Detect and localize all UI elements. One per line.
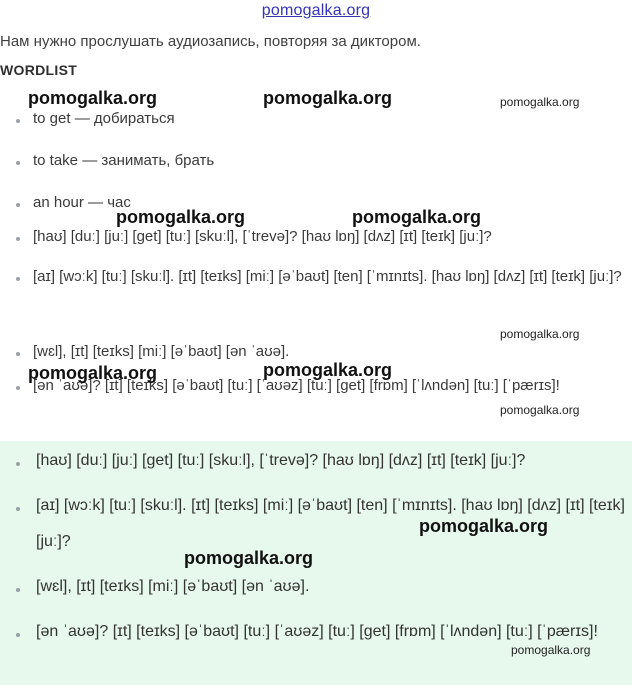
list-item-text: [aɪ] [wɔːk] [tuː] [skuːl]. [ɪt] [teɪks] [miː] [əˈbaʊt] [ten] [ˈmɪnɪts]. [haʊ lɒŋ] [dʌz] [ɪt] [teɪk] [juː]? <box>36 497 625 550</box>
list-item-text: to take — занимать, брать <box>33 152 215 169</box>
watermark-text: pomogalka.org <box>28 88 158 108</box>
bullet-icon <box>16 203 20 207</box>
bullet-icon <box>16 462 20 466</box>
bullet-icon <box>16 277 20 281</box>
bullet-icon <box>16 119 20 123</box>
watermark-text: pomogalka.org <box>500 403 580 417</box>
list-item-text: [wɛl], [ɪt] [teɪks] [miː] [əˈbaʊt] [ən ˈaʊə]. <box>36 578 310 595</box>
site-header-link[interactable]: pomogalka.org <box>261 2 371 19</box>
list-item-text: [ən ˈaʊə]? [ɪt] [teɪks] [əˈbaʊt] [tuː] [ˈaʊəz] [tuː] [get] [frɒm] [ˈlʌndən] [tuː] [ˈpærɪs]! <box>33 377 560 394</box>
intro-text: Нам нужно прослушать аудиозапись, повторяя за диктором. <box>0 33 421 50</box>
watermark-text: pomogalka.org <box>352 207 482 227</box>
bullet-icon <box>16 352 20 356</box>
list-item-text: [aɪ] [wɔːk] [tuː] [skuːl]. [ɪt] [teɪks] [miː] [əˈbaʊt] [ten] [ˈmɪnɪts]. [haʊ lɒŋ] [dʌz] [ɪt] [teɪk] [juː]? <box>33 268 622 285</box>
list-item-text: to get — добираться <box>33 110 175 127</box>
bullet-icon <box>16 161 20 165</box>
watermark-text: pomogalka.org <box>28 363 158 383</box>
watermark-text: pomogalka.org <box>500 95 580 109</box>
watermark-text: pomogalka.org <box>500 327 580 341</box>
watermark-text: pomogalka.org <box>116 207 246 227</box>
bullet-icon <box>16 237 20 241</box>
watermark-text: pomogalka.org <box>263 88 393 108</box>
bullet-icon <box>16 507 20 511</box>
wordlist-heading: WORDLIST <box>0 62 78 78</box>
list-item-text: [wɛl], [ɪt] [teɪks] [miː] [əˈbaʊt] [ən ˈaʊə]. <box>33 343 290 360</box>
list-item-text: [haʊ] [duː] [juː] [get] [tuː] [skuːl], [ˈtrevə]? [haʊ lɒŋ] [dʌz] [ɪt] [teɪk] [juː]? <box>33 228 492 245</box>
watermark-text: pomogalka.org <box>184 548 314 568</box>
bullet-icon <box>16 633 20 637</box>
list-item-text: [ən ˈaʊə]? [ɪt] [teɪks] [əˈbaʊt] [tuː] [ˈaʊəz] [tuː] [get] [frɒm] [ˈlʌndən] [tuː] [ˈpærɪs]! <box>36 623 598 640</box>
watermark-text: pomogalka.org <box>511 643 591 657</box>
watermark-text: pomogalka.org <box>419 516 549 536</box>
bullet-icon <box>16 588 20 592</box>
watermark-text: pomogalka.org <box>263 360 393 380</box>
list-item-text: [haʊ] [duː] [juː] [get] [tuː] [skuːl], [ˈtrevə]? [haʊ lɒŋ] [dʌz] [ɪt] [teɪk] [juː]? <box>36 452 526 469</box>
bullet-icon <box>16 386 20 390</box>
list-item-text: an hour — час <box>33 194 131 211</box>
